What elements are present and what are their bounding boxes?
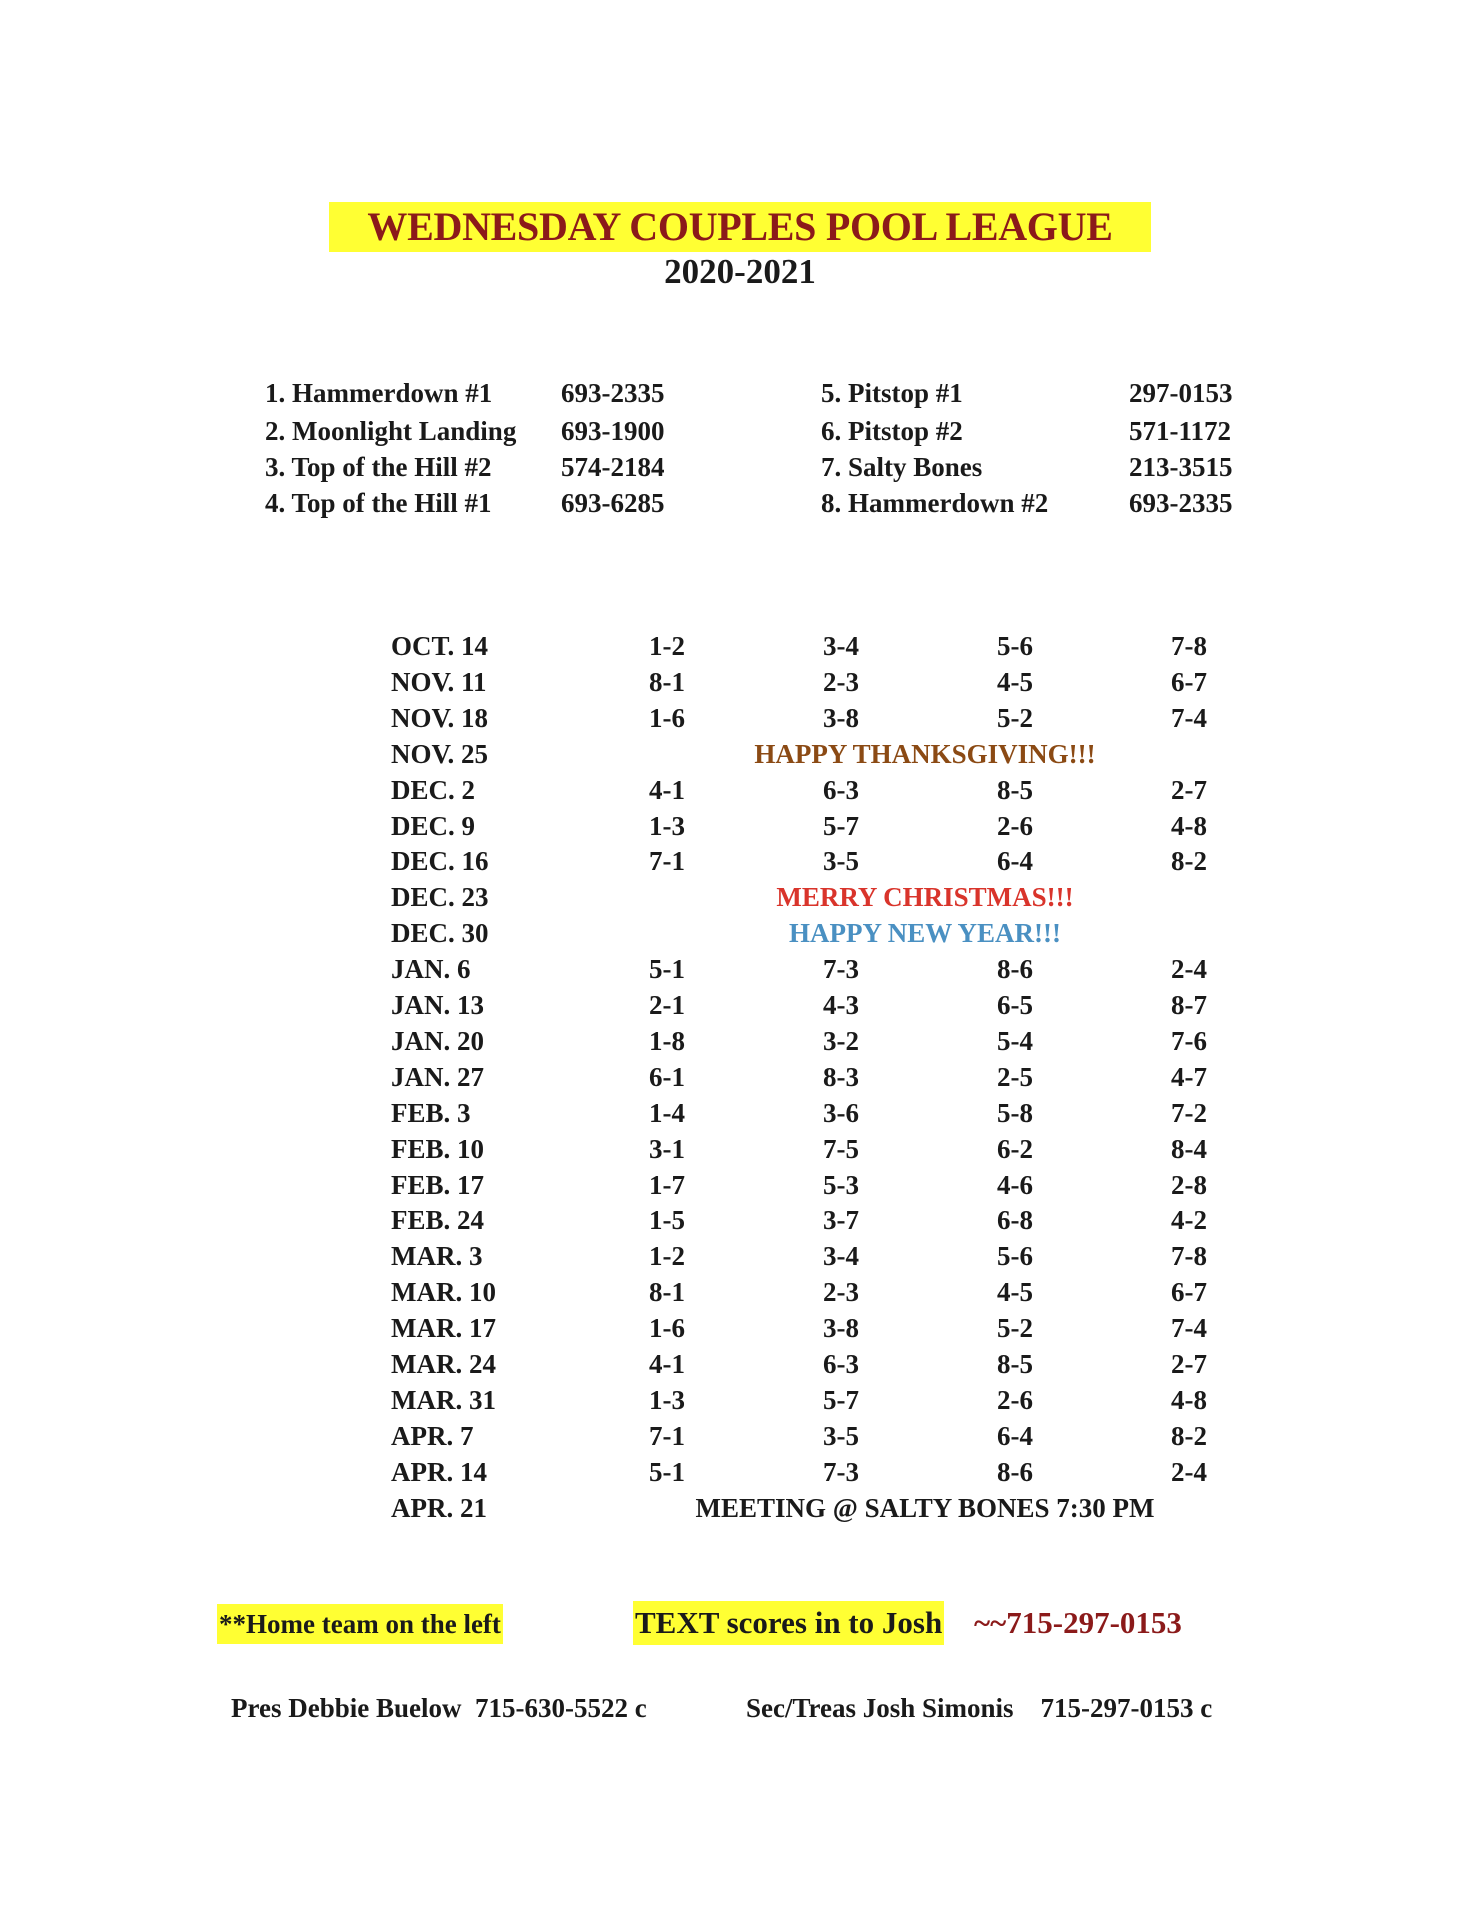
match-pairing: 8-5: [997, 775, 1033, 805]
schedule-date: MAR. 3: [391, 1241, 483, 1271]
schedule-row: [0, 1418, 1484, 1454]
match-pairing: 3-5: [823, 846, 859, 876]
match-pairing: 7-6: [1171, 1026, 1207, 1056]
match-pairing: 5-8: [997, 1098, 1033, 1128]
match-pairing: 4-5: [997, 667, 1033, 697]
match-pairing: 6-8: [997, 1205, 1033, 1235]
match-pairing: 3-1: [649, 1134, 685, 1164]
home-team-note: **Home team on the left: [217, 1604, 503, 1644]
match-pairing: 2-5: [997, 1062, 1033, 1092]
sec-treas-contact: Sec/Treas Josh Simonis 715-297-0153 c: [746, 1693, 1213, 1723]
text-scores-phone: ~~715-297-0153: [974, 1605, 1182, 1640]
match-pairing: 1-6: [649, 1313, 685, 1343]
schedule-date: JAN. 13: [391, 990, 484, 1020]
match-pairing: 1-5: [649, 1205, 685, 1235]
match-pairing: 6-2: [997, 1134, 1033, 1164]
team-phone: 297-0153: [1129, 378, 1233, 408]
schedule-date: JAN. 6: [391, 954, 471, 984]
match-pairing: 2-4: [1171, 1457, 1207, 1487]
schedule-date: NOV. 25: [391, 739, 489, 769]
schedule-row: [0, 664, 1484, 700]
schedule-date: DEC. 23: [391, 882, 489, 912]
schedule-row: [0, 1131, 1484, 1167]
schedule-row: [0, 700, 1484, 736]
match-pairing: 7-4: [1171, 703, 1207, 733]
team-phone: 693-2335: [561, 378, 665, 408]
team-name: 8. Hammerdown #2: [821, 488, 1049, 518]
match-pairing: 6-7: [1171, 1277, 1207, 1307]
team-phone: 693-1900: [561, 416, 665, 446]
schedule-row: [0, 1167, 1484, 1203]
schedule-row: [0, 915, 1484, 951]
schedule-row: [0, 1310, 1484, 1346]
match-pairing: 3-2: [823, 1026, 859, 1056]
schedule-date: MAR. 17: [391, 1313, 496, 1343]
match-pairing: 5-7: [823, 1385, 859, 1415]
match-pairing: 7-3: [823, 954, 859, 984]
schedule-date: JAN. 27: [391, 1062, 484, 1092]
schedule-date: FEB. 24: [391, 1205, 485, 1235]
schedule-date: FEB. 17: [391, 1170, 485, 1200]
schedule-row: [0, 1202, 1484, 1238]
match-pairing: 8-2: [1171, 1421, 1207, 1451]
team-phone: 571-1172: [1129, 416, 1232, 446]
schedule-row: [0, 628, 1484, 664]
schedule-date: FEB. 10: [391, 1134, 485, 1164]
match-pairing: 1-2: [649, 1241, 685, 1271]
schedule-date: MAR. 24: [391, 1349, 496, 1379]
match-pairing: 6-3: [823, 1349, 859, 1379]
match-pairing: 2-7: [1171, 1349, 1207, 1379]
match-pairing: 2-7: [1171, 775, 1207, 805]
schedule-row: [0, 1490, 1484, 1526]
team-phone: 574-2184: [561, 452, 665, 482]
team-name: 1. Hammerdown #1: [265, 378, 493, 408]
schedule-note: HAPPY NEW YEAR!!!: [789, 918, 1061, 948]
team-name: 5. Pitstop #1: [821, 378, 963, 408]
schedule-row: [0, 987, 1484, 1023]
schedule-note: MEETING @ SALTY BONES 7:30 PM: [695, 1493, 1155, 1523]
match-pairing: 4-3: [823, 990, 859, 1020]
match-pairing: 5-2: [997, 1313, 1033, 1343]
match-pairing: 2-6: [997, 811, 1033, 841]
match-pairing: 8-6: [997, 1457, 1033, 1487]
match-pairing: 1-8: [649, 1026, 685, 1056]
match-pairing: 7-4: [1171, 1313, 1207, 1343]
match-pairing: 1-7: [649, 1170, 685, 1200]
schedule-date: DEC. 2: [391, 775, 476, 805]
match-pairing: 2-4: [1171, 954, 1207, 984]
match-pairing: 5-7: [823, 811, 859, 841]
schedule-row: [0, 1238, 1484, 1274]
match-pairing: 4-6: [997, 1170, 1033, 1200]
season-label: 2020-2021: [664, 252, 816, 291]
team-name: 4. Top of the Hill #1: [265, 488, 492, 518]
schedule-row: [0, 951, 1484, 987]
schedule-row: [0, 1095, 1484, 1131]
schedule-row: [0, 1454, 1484, 1490]
match-pairing: 6-1: [649, 1062, 685, 1092]
match-pairing: 5-6: [997, 631, 1033, 661]
team-phone: 213-3515: [1129, 452, 1233, 482]
team-name: 3. Top of the Hill #2: [265, 452, 492, 482]
schedule-date: MAR. 31: [391, 1385, 496, 1415]
schedule-row: [0, 843, 1484, 879]
team-name: 2. Moonlight Landing: [265, 416, 517, 446]
schedule-date: NOV. 11: [391, 667, 487, 697]
schedule-date: FEB. 3: [391, 1098, 471, 1128]
schedule-date: DEC. 16: [391, 846, 489, 876]
match-pairing: 4-2: [1171, 1205, 1207, 1235]
match-pairing: 2-8: [1171, 1170, 1207, 1200]
match-pairing: 7-3: [823, 1457, 859, 1487]
match-pairing: 4-7: [1171, 1062, 1207, 1092]
match-pairing: 2-3: [823, 667, 859, 697]
schedule-date: APR. 21: [391, 1493, 487, 1523]
text-scores-note: TEXT scores in to Josh: [633, 1601, 944, 1645]
match-pairing: 1-3: [649, 811, 685, 841]
team-phone: 693-6285: [561, 488, 665, 518]
match-pairing: 5-6: [997, 1241, 1033, 1271]
schedule-date: DEC. 30: [391, 918, 489, 948]
schedule-row: [0, 879, 1484, 915]
team-name: 7. Salty Bones: [821, 452, 983, 482]
schedule-row: [0, 736, 1484, 772]
president-contact: Pres Debbie Buelow 715-630-5522 c: [231, 1693, 647, 1723]
match-pairing: 5-1: [649, 1457, 685, 1487]
match-pairing: 3-4: [823, 631, 859, 661]
match-pairing: 5-4: [997, 1026, 1033, 1056]
schedule-date: APR. 14: [391, 1457, 487, 1487]
schedule-row: [0, 1346, 1484, 1382]
schedule-date: JAN. 20: [391, 1026, 484, 1056]
match-pairing: 3-8: [823, 1313, 859, 1343]
schedule-date: NOV. 18: [391, 703, 489, 733]
schedule-row: [0, 808, 1484, 844]
match-pairing: 7-1: [649, 1421, 685, 1451]
schedule-note: MERRY CHRISTMAS!!!: [776, 882, 1074, 912]
match-pairing: 5-2: [997, 703, 1033, 733]
match-pairing: 6-4: [997, 1421, 1033, 1451]
match-pairing: 8-6: [997, 954, 1033, 984]
match-pairing: 2-1: [649, 990, 685, 1020]
match-pairing: 6-7: [1171, 667, 1207, 697]
match-pairing: 2-6: [997, 1385, 1033, 1415]
match-pairing: 8-5: [997, 1349, 1033, 1379]
match-pairing: 3-7: [823, 1205, 859, 1235]
match-pairing: 8-7: [1171, 990, 1207, 1020]
match-pairing: 4-1: [649, 1349, 685, 1379]
match-pairing: 8-4: [1171, 1134, 1207, 1164]
team-name: 6. Pitstop #2: [821, 416, 963, 446]
match-pairing: 1-4: [649, 1098, 685, 1128]
schedule-row: [0, 772, 1484, 808]
match-pairing: 6-4: [997, 846, 1033, 876]
match-pairing: 4-1: [649, 775, 685, 805]
match-pairing: 3-8: [823, 703, 859, 733]
match-pairing: 5-3: [823, 1170, 859, 1200]
match-pairing: 4-8: [1171, 1385, 1207, 1415]
match-pairing: 8-1: [649, 667, 685, 697]
match-pairing: 4-8: [1171, 811, 1207, 841]
match-pairing: 7-1: [649, 846, 685, 876]
match-pairing: 1-3: [649, 1385, 685, 1415]
schedule-date: MAR. 10: [391, 1277, 496, 1307]
match-pairing: 5-1: [649, 954, 685, 984]
schedule-row: [0, 1274, 1484, 1310]
match-pairing: 7-5: [823, 1134, 859, 1164]
match-pairing: 4-5: [997, 1277, 1033, 1307]
match-pairing: 7-2: [1171, 1098, 1207, 1128]
match-pairing: 2-3: [823, 1277, 859, 1307]
schedule-date: APR. 7: [391, 1421, 474, 1451]
page-title: WEDNESDAY COUPLES POOL LEAGUE: [329, 202, 1151, 252]
schedule-row: [0, 1059, 1484, 1095]
schedule-note: HAPPY THANKSGIVING!!!: [754, 739, 1096, 769]
match-pairing: 8-1: [649, 1277, 685, 1307]
match-pairing: 1-6: [649, 703, 685, 733]
team-phone: 693-2335: [1129, 488, 1233, 518]
match-pairing: 8-3: [823, 1062, 859, 1092]
schedule-row: [0, 1023, 1484, 1059]
match-pairing: 6-3: [823, 775, 859, 805]
match-pairing: 7-8: [1171, 631, 1207, 661]
match-pairing: 6-5: [997, 990, 1033, 1020]
match-pairing: 3-4: [823, 1241, 859, 1271]
schedule-row: [0, 1382, 1484, 1418]
schedule-date: DEC. 9: [391, 811, 476, 841]
match-pairing: 1-2: [649, 631, 685, 661]
match-pairing: 8-2: [1171, 846, 1207, 876]
schedule-date: OCT. 14: [391, 631, 489, 661]
match-pairing: 3-6: [823, 1098, 859, 1128]
match-pairing: 7-8: [1171, 1241, 1207, 1271]
match-pairing: 3-5: [823, 1421, 859, 1451]
